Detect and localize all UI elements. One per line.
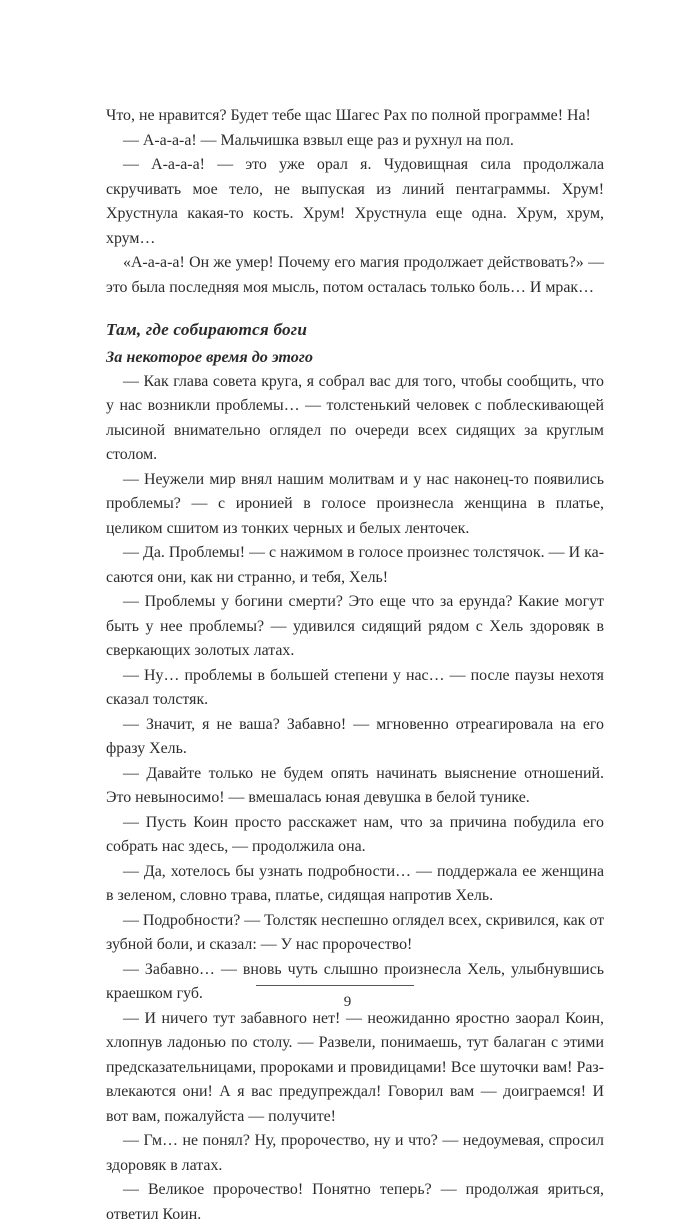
chapter-title: Там, где собираются боги: [106, 320, 308, 339]
chapter-paragraph: — Давайте только не будем опять начинать выяснение отношений. Это невыносимо! — вмешалась юная девушка в белой тунике.: [106, 764, 604, 806]
footer-divider: [256, 985, 414, 986]
chapter-paragraph: — Забавно… — вновь чуть слышно произнесла Хель, улыбнувшись краешком губ.: [106, 960, 604, 1002]
chapter-paragraph: — Гм… не понял? Ну, пророчество, ну и что? — недоумевая, спросил здоровяк в латах.: [106, 1132, 604, 1174]
chapter-paragraph: — Проблемы у богини смерти? Это еще что за ерунда? Какие могут быть у нее проблемы? — удивился сидящий рядом с Хель здоровяк в сверкающих золотых латах.: [106, 593, 604, 659]
chapter-subtitle: За некоторое время до этого: [106, 348, 313, 366]
intro-paragraph: Что, не нравится? Будет тебе щас Шагес Рах по полной программе! На!: [106, 107, 591, 124]
chapter-paragraph: — Неужели мир внял нашим молитвам и у нас наконец-то появились проблемы? — с иронией в голосе произнесла женщина в платье, целиком сшитом из тонких черных и белых ленточек.: [106, 470, 604, 537]
page-number: 9: [343, 994, 352, 1010]
chapter-paragraph: — Значит, я не ваша? Забавно! — мгновенно отреагировала на его фразу Хель.: [106, 715, 604, 757]
intro-paragraph: — А-а-а-а! — Мальчишка взвыл еще раз и рухнул на пол.: [123, 131, 514, 149]
book-page-text: [106, 104, 604, 1227]
chapter-paragraph: — Да, хотелось бы узнать подробности… — поддержала ее женщина в зеленом, словно трава, платье, сидящая напротив Хель.: [106, 862, 604, 904]
intro-paragraph: «А-а-а-а! Он же умер! Почему его магия продолжает действовать?» — это была последняя моя мысль, потом осталась только боль… И мрак…: [106, 254, 604, 296]
chapter-paragraph: — Как глава совета круга, я собрал вас для того, чтобы сообщить, что у нас возникли проблемы… — толстенький человек с поблескивающей лысиной внимательно оглядел по очереди всех сидящих за круглым столом.: [106, 372, 604, 463]
chapter-paragraph: — Великое пророчество! Понятно теперь? — продолжая яриться, ответил Коин.: [106, 1181, 604, 1223]
chapter-paragraph: — Да. Проблемы! — с нажимом в голосе произнес толстячок. — И касаются они, как ни странно, и тебя, Хель!: [106, 544, 604, 586]
chapter-paragraph: — Подробности? — Толстяк неспешно оглядел всех, скривился, как от зубной боли, и сказал: — У нас пророчество!: [106, 911, 605, 953]
intro-paragraph: — А-а-а-а! — это уже орал я. Чудовищная сила продолжала скручивать мое тело, не выпуская из линий пентаграммы. Хрум! Хрустнула какая-то кость. Хрум! Хрустнула еще одна. Хрум, хрум, хрум…: [106, 156, 604, 247]
chapter-paragraph: — Пусть Коин просто расскажет нам, что за причина побудила его собрать нас здесь, — продолжила она.: [106, 813, 604, 855]
chapter-paragraph: — Ну… проблемы в большей степени у нас… — после паузы нехотя сказал толстяк.: [106, 666, 604, 708]
chapter-paragraph: — И ничего тут забавного нет! — неожиданно яростно заорал Коин, хлопнув ладонью по столу. — Развели, понимаешь, тут балаган с этими предсказательницами, пророками и провидицами! Все шуточки вам! Развлекаются они! А я вас предупреждал! Говорил вам — доиграемся! И вот вам, пожалуйста — получите!: [106, 1009, 604, 1125]
